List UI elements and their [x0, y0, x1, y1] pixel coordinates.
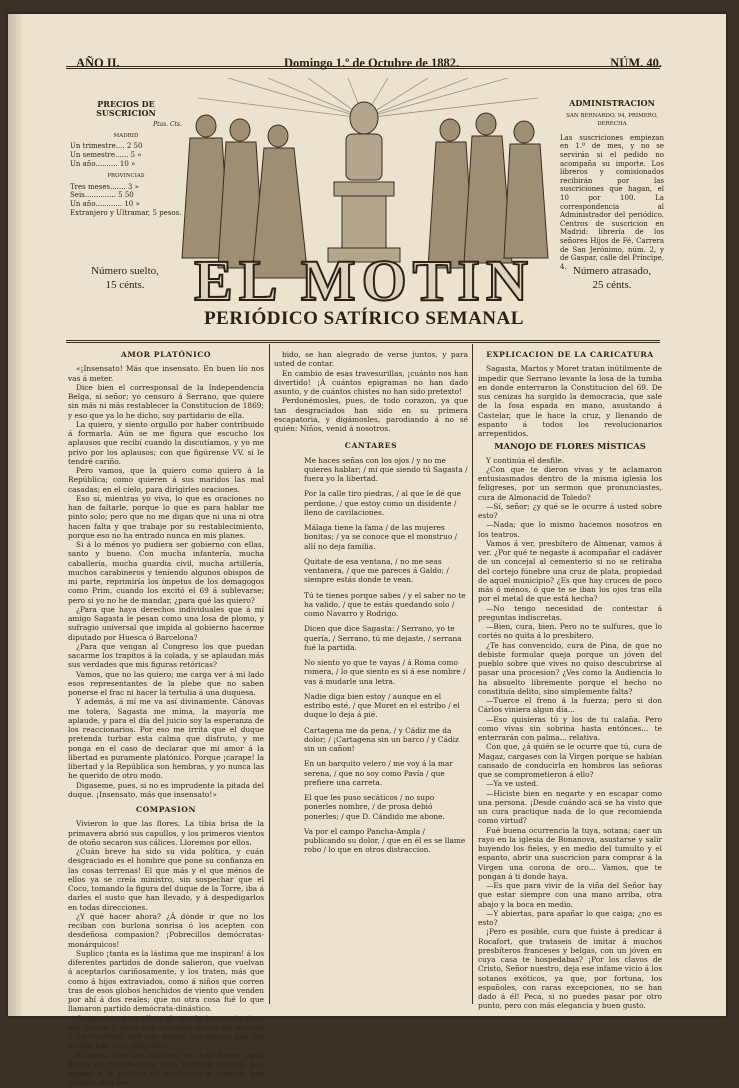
issue-date: Domingo 1.º de Octubre de 1882.: [284, 56, 460, 70]
provincias-price: Tres meses....... 3 »: [70, 182, 139, 191]
paragraph: Y luego, que los infelices no han hecho nada digno de reprobacion. Han hablado mucho; han jugado á la política en periódicos y casinos; han comido, han be-: [68, 1050, 264, 1088]
paragraph: Y continúa el desfile.: [486, 455, 565, 465]
paragraph: ¡Pero es posible, cura que fuiste á predicar á Rocafort, que trataseis de imitar á muchos presbíteros franceses y belgas, con un jóven en cuya casa te hospedabas? ¡Por los clavos de Cristo, Señor nuestro, deja ese infame vicio á los sotanos exóticos, ya que, por fortuna, los españoles, con raras excepciones, no se han dado á él! Peca, si no puedes pasar por otro punto, pero con más elegancia y buen gusto.: [478, 927, 662, 1011]
madrid-price: Un semestre...... 5 »: [70, 150, 142, 159]
paragraph: En cambio de esas travesurillas, ¡cuánto nos han divertido! ¡Á cuántos epigramas no han dado asunto, y de cuántos chistes no han sido pretexto!: [274, 368, 468, 396]
paragraph: «¡Insensato! Más que insensato. En buen lío nos vas á meter.: [68, 364, 264, 383]
single-issue-label: Número suelto,: [91, 265, 159, 277]
verse: Quitate de esa ventana, / no me seas ventanera, / que me pareces á Galdo; / siempre estás donde te vean.: [304, 556, 449, 585]
single-issue-price: [80, 264, 170, 292]
paragraph: ¿Para que vengan al Congreso los que puedan sacarme los trapitos á la colada, y se aplaudan más sus verdades que mis figuras retóricas?: [68, 641, 264, 670]
paragraph: ¿Con que te dieron vivas y te aclamaron entusiasmados dentro de la misma iglesia los feligreses, por un sermon que pronunciastes, cura de Almonacid de Toledo?: [478, 464, 662, 502]
paragraph: —Bien, cura, bien. Pero no te sulfures, que lo cortés no quita á lo presbítero.: [478, 622, 662, 641]
admin-title: ADMINISTRACION: [569, 98, 655, 108]
issue-year: AÑO II.: [76, 56, 120, 70]
paragraph: ¿Te has convencido, cura de Pina, de que no debiste formular queja porque un jóven del pueblo sobre que vives no quiso descubrirse al pasar una procesion? ¿Ves como la Audiencia lo ha absuelto libremente porque el hecho no constituía delito, sino simplemente falta?: [478, 640, 662, 696]
back-issue-price: [562, 264, 662, 292]
verse: El que les puso secáticos / no supo ponerles nombre, / de prosa debió ponerles; / que D. Cándido me abone.: [304, 793, 445, 821]
paragraph: —Eso quisieras tú y los de tu calaña. Pero como vivas sin sobrina hasta entónces... te enterrarán con palma... relativa.: [478, 714, 662, 742]
paragraph: Fué buena ocurrencia la tuya, sotana; caer un rayo en la iglesia de Bonanova, asustarse y salir huyendo los fieles, y en medio del tumulto y el espanto, abrir una suscricion para comprar á la Virgen una corona de oro... Vamos, que te pongan á ti donde haya.: [478, 825, 662, 881]
paragraph: Vamos á ver, presbítero de Almenar, vamos á ver. ¿Por qué te negaste á acompañar el cadáver de un concejal al cementerio si no se retiraba del cortejo fúnebre una cruz de plata, propiedad de aquel municipio? ¿Es que hay cruces de poco más ó ménos, ó que te se iban los ojos tras ella por el metal de que está hecha?: [478, 538, 662, 604]
admin-address: SAN BERNARDO, 94, PRIMERO, DERECHA: [566, 112, 658, 128]
paragraph: Y además, á mí me va así divinamente. Cánovas me tolera, Sagasta me mima, la mayoría me aplaude, y para el día del juicio soy la esperanza de los reaccionarios. Por eso me irrita que el duque pretenda turbar esta calma que disfruto, y me ponga en el caso de declarar que mi amor á la libertad es puramente platónico. Porque ¡carape! la libertad y la República son hembras, y yo nunca las he querido de otro modo.: [68, 697, 264, 781]
verse: Va por el campo Pancha-Ampla / publicando su dolor, / que en él es se llame robo / lo que en otros distraccion.: [304, 826, 466, 855]
provincias-price: Extranjero y Ultramar, 5 pesos.: [70, 208, 182, 217]
subscription-prices: [70, 100, 182, 217]
paragraph: —Nada; que lo mismo hacemos nosotros en los teatros.: [478, 520, 662, 539]
verse: No siento yo que te vayas / á Roma como romera, / lo que siento es si á ese nombre / vas á mudarle una letra.: [304, 658, 466, 686]
single-issue-cost: 15 cénts.: [105, 279, 145, 291]
page-binding: [8, 14, 22, 1016]
verse: Por la calle tiro piedras, / al que le dé que perdone, / que estoy como un disidente / lleno de cavilaciones.: [304, 489, 461, 517]
prices-cols: Ptas. Cts.: [153, 121, 182, 129]
madrid-price: Un año.......... 10 »: [70, 159, 136, 168]
header-rule: [66, 340, 660, 341]
paragraph: Sagasta, Martos y Moret tratan inútilmente de impedir que Serrano levante la losa de la tumba en donde enterraron la Constitucion del 69. De sus cenizas ha surgido la democracia, que sale de la fosa espada en mano, asustando á Castelar, que le hace la cruz, y llenando de espanto á todos los revolucionarios arrepentidos.: [478, 364, 662, 438]
verse: En un barquito velero / me voy á la mar serena, / que no soy como Pavía / que prefiere una carreta.: [304, 759, 453, 787]
paragraph: Digaseme, pues, si no es imprudente la pitada del duque. ¡Insensato, más que insensato!»: [68, 780, 264, 799]
paragraph: Pero vamos, que la quiero como quiero á la República; como quieren á sus maridos las mal casadas; en el cielo, para dirigirles oraciones.: [68, 466, 264, 494]
provincias-price: Seis.............. 5 50: [70, 191, 134, 200]
title-lettering: [194, 248, 534, 312]
masthead: [70, 48, 668, 78]
madrid-price: Un trimestre.... 2 50: [70, 142, 143, 151]
admin-text: Las suscriciones empiezan en 1.º de mes, y no se servirán si el pedido no acompaña su importe. Los libreros y comisionados recibirán por las suscriciones que hagan, el 10 por 100. La correspondencia al Administrador del periódico. Centros de suscricion en Madrid: librería de los señores Hijos de Fé, Carrera de San Jerónimo, núm. 2, y de Gaspar, calle del Príncipe, 4.: [560, 133, 664, 271]
madrid-label: MADRID: [113, 132, 139, 139]
paragraph: —Tuerce el freno á la fuerza; pero si don Cárlos viniera algun día...: [478, 696, 662, 715]
article-heading: COMPASION: [135, 805, 197, 814]
paragraph: La quiero, y siento orgullo por haber contribuido á formarla. Aún se me figura que escucho los aplausos que recibí cuando la discutíamos, y yo me privo por los aplausos; con que figúrense VV. si le tendré cariño.: [68, 419, 264, 466]
paragraph: —Es que para vivir de la viña del Señor hay que estar siempre con una mano arriba, otra abajo y la boca en medio.: [478, 881, 662, 909]
article-heading: CANTARES: [344, 441, 398, 451]
administration-box: [560, 99, 664, 271]
issue-number: NÚM. 40.: [610, 56, 662, 70]
paragraph: ¿Para que haya derechos individuales que á mí amigo Sagasta le pesan como una losa de plomo, y sufragio universal que impida al gobierno hacerme diputado por Huesca ó Barcelona?: [68, 604, 264, 642]
verse: Dicen que dice Sagasta: / Serrano, yo te quería, / Serrano, tú me dejaste, / serrana fué la partida.: [304, 624, 462, 652]
paragraph: ¿Y qué hacer ahora? ¿Á dónde ir que no los reciban con burlona sonrisa ó los acepten con desdeñosa compasion? ¡Pobrecillos demócratas-monárquicos!: [68, 911, 264, 949]
provincias-price: Un año............ 10 »: [70, 199, 140, 208]
verse: Tú te tienes porque sabes / y el saber no te ha valido, / que te estás quedando solo / como Navarro y Rodrigo.: [304, 590, 466, 618]
masthead-rule-2: [66, 68, 660, 69]
provincias-label: PROVINCIAS: [107, 173, 145, 180]
column-divider: [269, 344, 270, 1004]
column-3: [478, 350, 662, 1011]
article-heading: AMOR PLATÓNICO: [120, 350, 212, 359]
paragraph: Dice bien el corresponsal de la Independencia Belga, si señor; yo censuro á Serrano, que quiere sin más ni más restablecer la Constitucion de 1869; y eso que ya lo he dicho, soy partidario de ella.: [68, 382, 264, 420]
paragraph: Eso sí, mientras yo viva, lo que es oraciones no han de faltarle, porque lo que es para hablar me pinto solo; pero que no me digan que ni una ni otra hacen falta y que trabaje por su restablecimiento, porque eso no ha entrado nunca en mis planes.: [68, 493, 264, 540]
back-issue-cost: 25 cénts.: [592, 279, 632, 291]
paragraph: Perdonémosles, pues, de todo corazon, ya que tan desgraciados han sido en su primera escapatoria, y digámosles, parodiando á no sé quién: Niños, venid á nosotros.: [274, 396, 468, 433]
prices-title: PRECIOS DE SUSCRICION: [96, 99, 156, 118]
masthead-rule: [66, 66, 660, 67]
column-1: [68, 350, 264, 1088]
article-heading: EXPLICACION DE LA CARICATURA: [486, 350, 654, 359]
verse: Me haces señas con los ojos / y no me quieres hablar; / mi que siendo tú Sagasta / fuera yo la libertad.: [304, 455, 468, 483]
paragraph: —Y abiertas, para apañar lo que caiga; ¿no es esto?: [478, 908, 662, 927]
verse: Málaga tiene la fama / de las mujeres bonitas; / ya se conoce que el monstruo / allí no deja familia.: [304, 523, 458, 551]
paragraph: ¿Cuán breve ha sido su vida política, y cuán desgraciado es el hombre que pone su confianza en las cosas terrenas! El que más y el que ménos de ellos ya se creía ministro, sin sospechar que el Coco, tomando la figura del duque de la Torre, iba á darles el susto que han llevado, y á despedigarlos en todas direcciones.: [68, 847, 264, 912]
paragraph: Si á lo ménos yo pudiera ser gobierno con ellas, santo y bueno. Con mucha infantería, mucha caballería, mucha guardia civil, mucha artillería, muchos carabineros y teniendo algunos obispos de mi parte, reprimiría los ímpetus de los demagogos como Prim, cuando los excitó el 69 á sublevarse; pero si yo no he de mandar, ¿para qué las quiero?: [68, 540, 264, 605]
newspaper-title: EL MOTIN: [194, 248, 534, 312]
article-heading: MANOJO DE FLORES MÍSTICAS: [494, 441, 646, 452]
paragraph: —Sí, señor; ¿y qué se le ocurre á usted sobre esto?: [478, 501, 662, 520]
paragraph: bido, se han alegrado de verse juntos, y para usted de contar.: [274, 350, 468, 369]
header-rule-2: [66, 342, 660, 343]
verse: Nadie diga bien estoy / aunque en el estribo esté, / que Moret en el estribo / el duque lo deja á pié.: [304, 691, 460, 720]
paragraph: Compasion para ellos, sí; que la inocencia tiene sus fueros, y sería una crueldad cerrar las puertas á los forofistas que han sabido una ilusion que tan pronto han visto disiparse.: [68, 1013, 264, 1051]
column-divider: [472, 344, 473, 1004]
verse: Cartagena me da pena, / y Cádiz me da dolor; / ¡Cartagena sin un barco / y Cádiz sin un cañon!: [304, 725, 459, 753]
paragraph: —No tengo necesidad de contestar á preguntas indiscretas.: [478, 603, 662, 622]
back-issue-label: Número atrasado,: [572, 265, 652, 277]
paragraph: —Hiciste bien en negarte y en escapar como una persona. ¡Desde cuándo acá se ha visto que un cura practique nada de lo que recomienda como virtud?: [478, 788, 662, 826]
paragraph: Vivieron lo que las flores. La tibia brisa de la primavera abrió sus capullos, y los primeros vientos de otoño secaron sus cálices. Lloremos por ellos.: [68, 819, 264, 847]
paragraph: Vamos, que no las quiero; me carga ver á mi lado esos representantes de la plebe que no saben ponerse el frac ni hacer la tertulia á una duquesa.: [68, 669, 264, 697]
paragraph: Suplico ¡tanta es la lástima que me inspiran! á los diferentes partidos de donde salieron, que vuelvan á aceptarlos cariñosamente, y los traten, más que como á hijos extraviados, como á niños que corren tras de esos globos henchidos de viento que venden por ahí á dos reales; que no otra cosa fué lo que llamaron partido demócrata-dinástico.: [68, 948, 264, 1014]
column-2: [274, 350, 468, 861]
masthead-illustration: [168, 78, 560, 312]
paragraph: —Ya ve usted.: [486, 779, 539, 789]
paragraph: Con que, ¿á quién se le ocurre que tú, cura de Magaz, cargases con la Virgen porque se habían cansado de conducirla en hombros las señoras que se comprometieron á ello?: [478, 742, 662, 779]
newspaper-subtitle: PERIÓDICO SATÍRICO SEMANAL: [204, 308, 524, 329]
